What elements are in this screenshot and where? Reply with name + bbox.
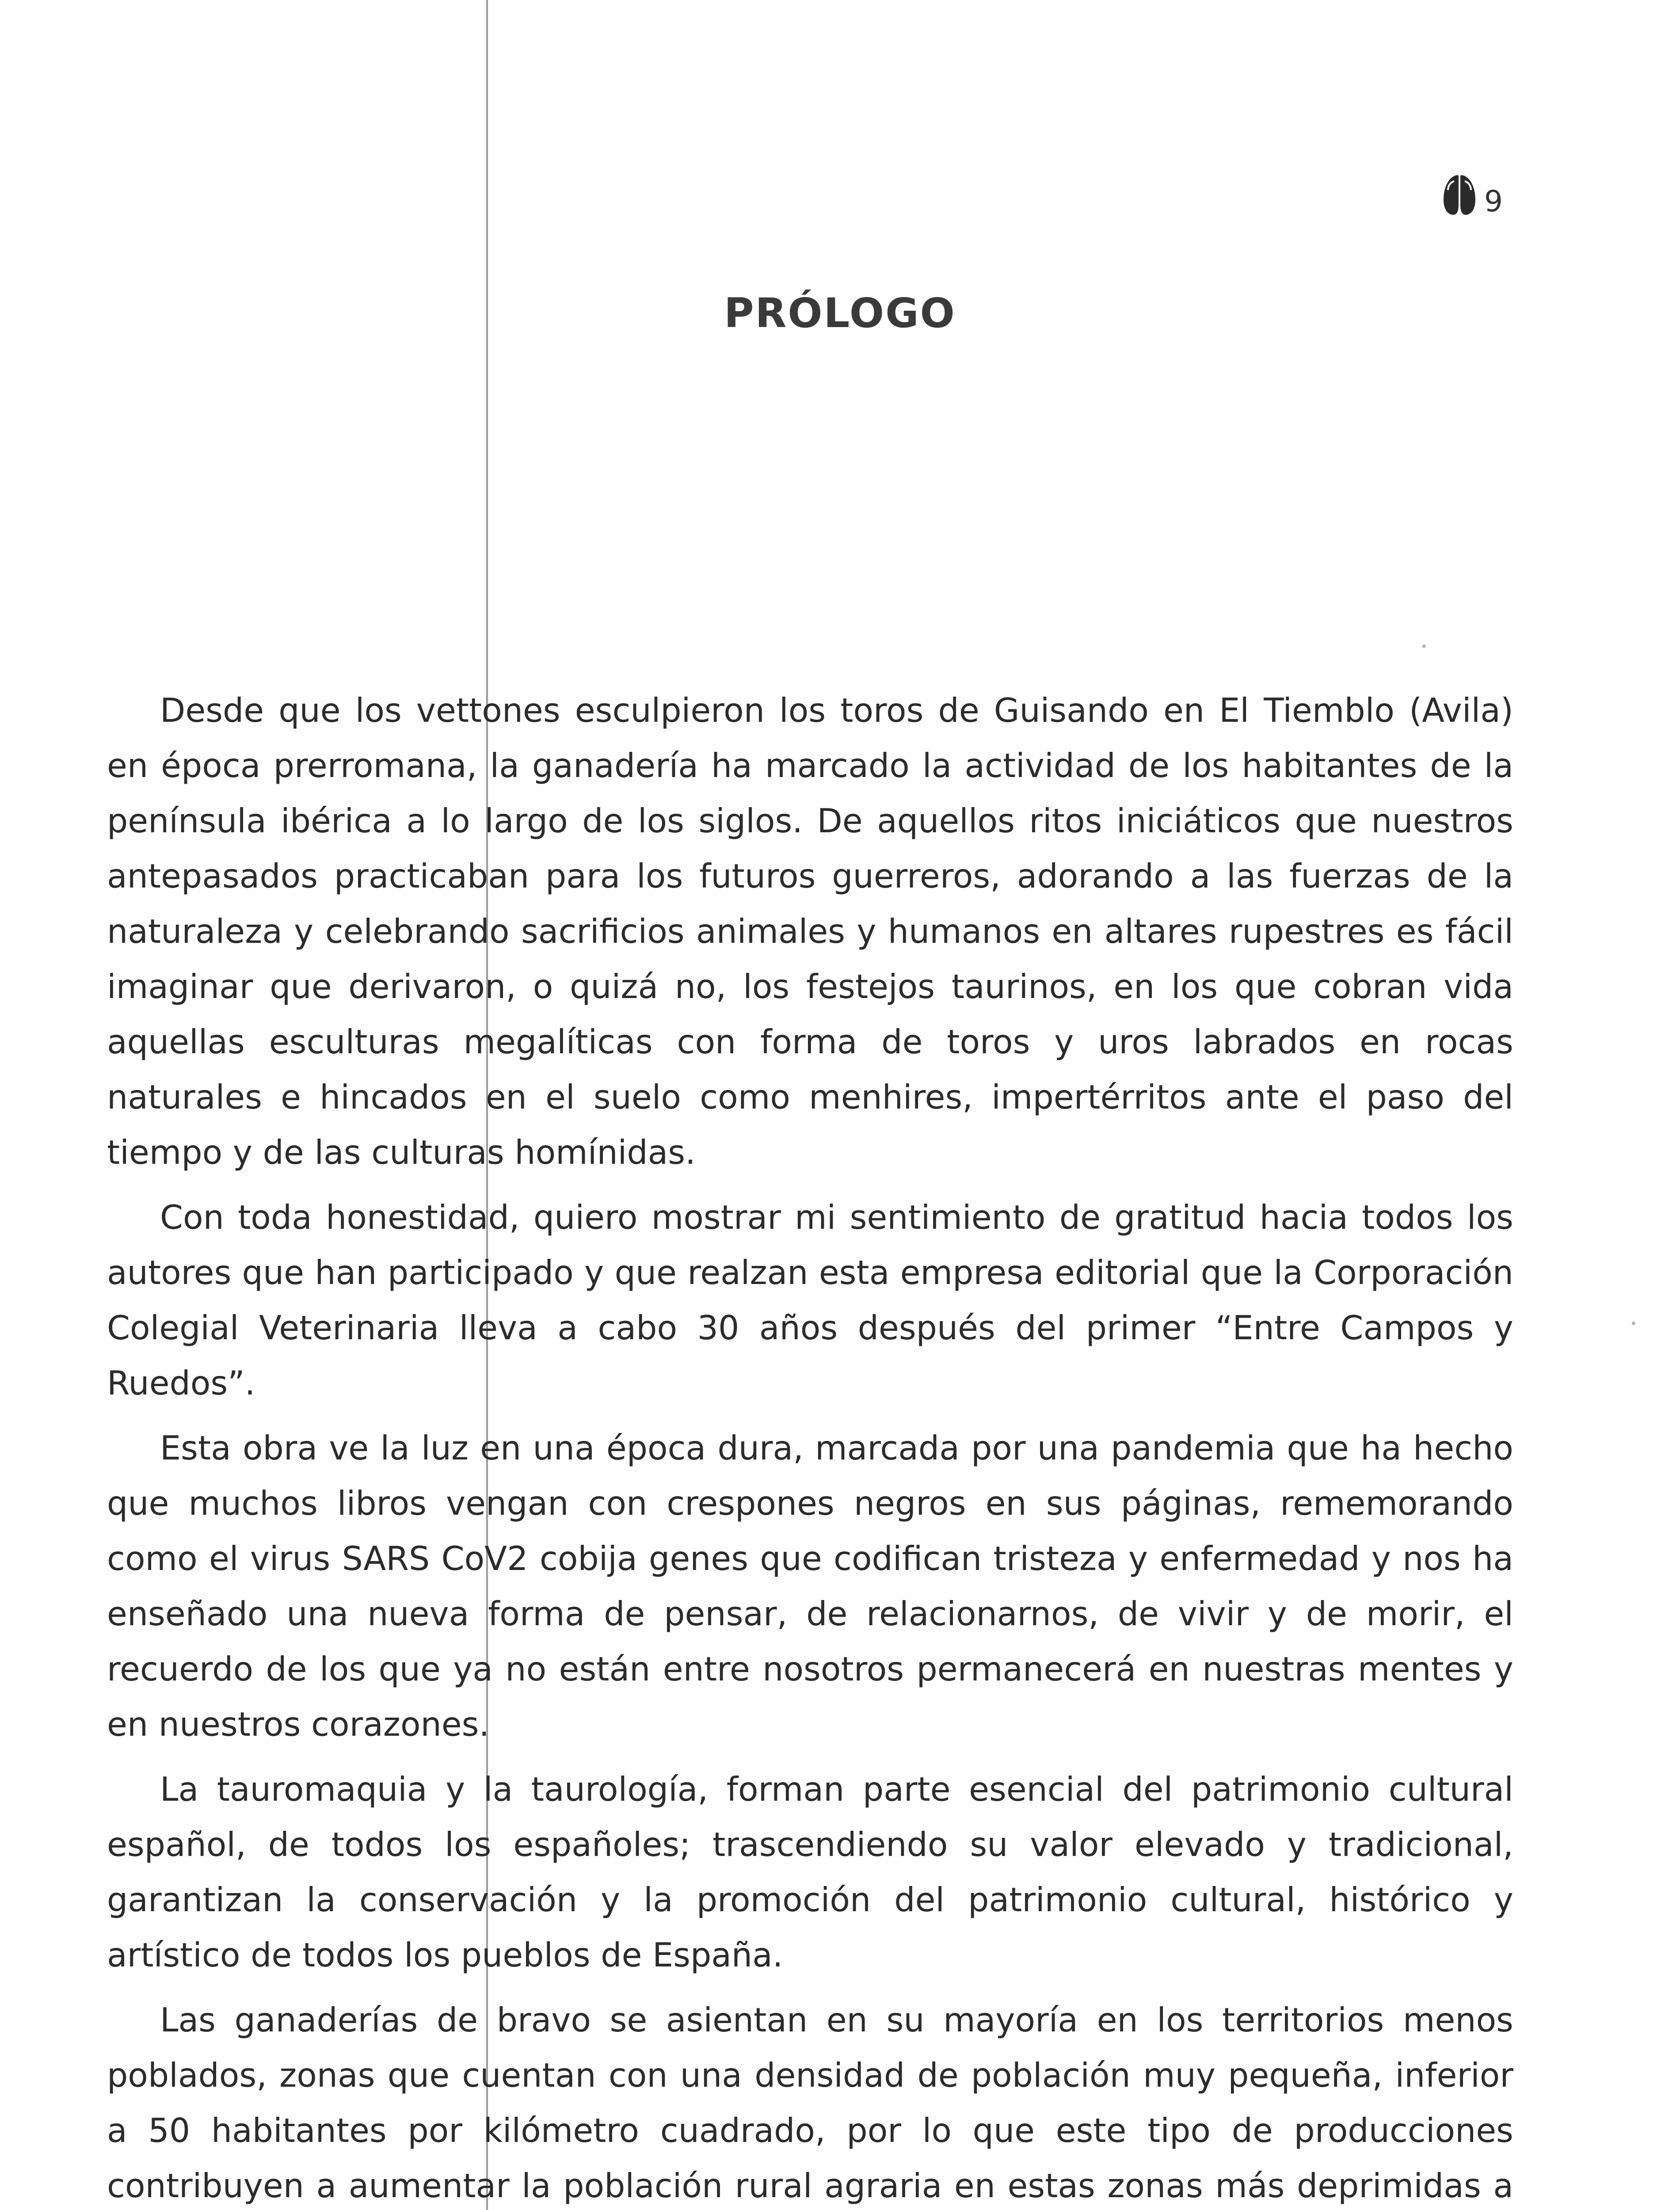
- scan-speck: [1632, 1322, 1635, 1325]
- paragraph-5: Las ganaderías de bravo se asientan en su mayoría en los territorios menos poblados, zonas que cuentan con una densidad de población muy pequeña, inferior a 50 habitantes por kilómetro cuadrado, por lo que este tipo de producciones contribuyen a aumentar la población rural agraria en estas zonas más deprimidas a: [107, 2001, 1513, 2205]
- paragraph-4: La tauromaquia y la taurología, forman parte esencial del patrimonio cultural español, de todos los españoles; trascendiendo su valor elevado y tradicional, garantizan la conservación y la promoción del patrimonio cultural, histórico y artístico de todos los pueblos de España.: [107, 1770, 1513, 1974]
- body-text: [107, 683, 1513, 2210]
- paragraph-3: Esta obra ve la luz en una época dura, marcada por una pandemia que ha hecho que muchos libros vengan con crespones negros en sus páginas, rememorando como el virus SARS CoV2 cobija genes que codifican tristeza y enfermedad y nos ha enseñado una nueva forma de pensar, de relacionarnos, de vivir y de morir, el recuerdo de los que ya no están entre nosotros permanecerá en nuestras mentes y en nuestros corazones.: [107, 1429, 1513, 1744]
- paragraph-2: Con toda honestidad, quiero mostrar mi sentimiento de gratitud hacia todos los autores que han participado y que realzan esta empresa editorial que la Corporación Colegial Veterinaria lleva a cabo 30 años después del primer “Entre Campos y Ruedos”.: [107, 1198, 1513, 1402]
- page-header: [1441, 168, 1503, 221]
- page-number: 9: [1484, 184, 1503, 218]
- scan-speck: [1422, 644, 1426, 648]
- page-title: PRÓLOGO: [724, 290, 956, 337]
- paragraph-1: Desde que los vettones esculpieron los toros de Guisando en El Tiemblo (Avila) en época prerromana, la ganadería ha marcado la actividad de los habitantes de la península ibérica a lo largo de los siglos. De aquellos ritos iniciáticos que nuestros antepasados practicaban para los futuros guerreros, adorando a las fuerzas de la naturaleza y celebrando sacrificios animales y humanos en altares rupestres es fácil imaginar que derivaron, o quizá no, los festejos taurinos, en los que cobran vida aquellas esculturas megalíticas con forma de toros y uros labrados en rocas naturales e hincados en el suelo como menhires, impertérritos ante el paso del tiempo y de las culturas homínidas.: [107, 691, 1513, 1172]
- hoof-print-icon: [1441, 172, 1478, 217]
